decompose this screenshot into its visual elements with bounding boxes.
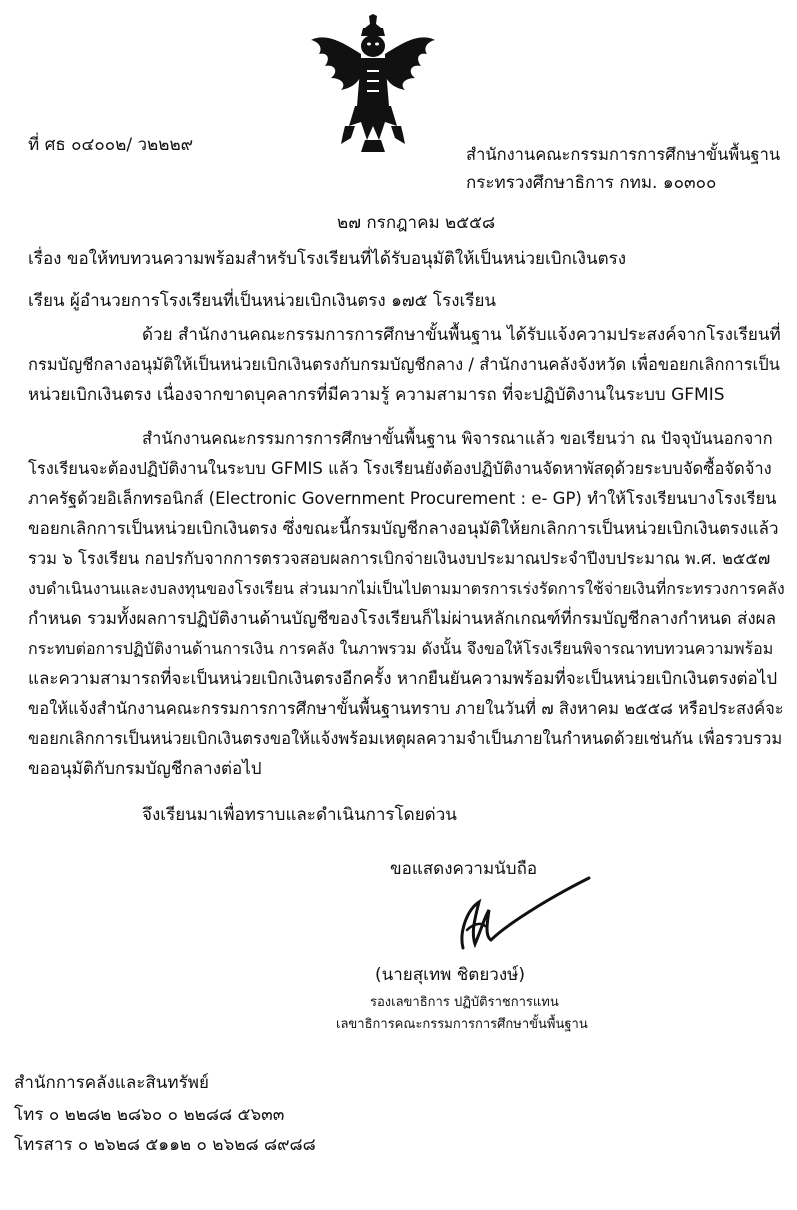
body-line: ขออนุมัติกับกรมบัญชีกลางต่อไป [28, 759, 262, 779]
org-address: กระทรวงศึกษาธิการ กทม. ๑๐๓๐๐ [466, 173, 717, 193]
signer-title: รองเลขาธิการ ปฏิบัติราชการแทน [370, 995, 559, 1010]
org-name: สำนักงานคณะกรรมการการศึกษาขั้นพื้นฐาน [466, 145, 781, 164]
reference-number: ที่ ศธ ๐๔๐๐๒/ ว๒๒๒๙ [28, 135, 194, 155]
letter-subject: เรื่อง ขอให้ทบทวนความพร้อมสำหรับโรงเรียนที่ได้รับอนุมัติให้เป็นหน่วยเบิกเงินตรง [28, 249, 627, 269]
body-line: ขอยกเลิกการเป็นหน่วยเบิกเงินตรงขอให้แจ้งพร้อมเหตุผลความจำเป็นภายในกำหนดด้วยเช่นกัน เพื่อรวบรวม [28, 729, 783, 748]
letter-date: ๒๗ กรกฎาคม ๒๕๕๘ [337, 213, 496, 233]
phone-number: โทร ๐ ๒๒๘๒ ๒๘๖๐ ๐ ๒๒๘๘ ๕๖๓๓ [14, 1105, 285, 1125]
garuda-emblem-icon [305, 14, 441, 154]
body-line: ภาครัฐด้วยอิเล็กทรอนิกส์ (Electronic Government Procurement : e- GP) ทำให้โรงเรียนบางโรงเรียน [28, 489, 777, 508]
body-line: และความสามารถที่จะเป็นหน่วยเบิกเงินตรงอีกครั้ง หากยืนยันความพร้อมที่จะเป็นหน่วยเบิกเงินตรงต่อไป [28, 669, 778, 689]
body-line: กรมบัญชีกลางอนุมัติให้เป็นหน่วยเบิกเงินตรงกับกรมบัญชีกลาง / สำนักงานคลังจังหวัด เพื่อขอยกเลิกการเป็น [28, 355, 780, 374]
body-line: โรงเรียนจะต้องปฏิบัติงานในระบบ GFMIS แล้ว โรงเรียนยังต้องปฏิบัติงานจัดหาพัสดุด้วยระบบจัดซื้อจัดจ้าง [28, 459, 772, 478]
body-line: หน่วยเบิกเงินตรง เนื่องจากขาดบุคลากรที่มีความรู้ ความสามารถ ที่จะปฏิบัติงานในระบบ GFMIS [28, 385, 725, 405]
body-line: ด้วย สำนักงานคณะกรรมการการศึกษาขั้นพื้นฐาน ได้รับแจ้งความประสงค์จากโรงเรียนที่ [142, 325, 781, 345]
body-line: รวม ๖ โรงเรียน กอปรกับจากการตรวจสอบผลการเบิกจ่ายเงินงบประมาณประจำปีงบประมาณ พ.ศ. ๒๕๕๗ [28, 549, 771, 568]
body-line: กำหนด รวมทั้งผลการปฏิบัติงานด้านบัญชีของโรงเรียนก็ไม่ผ่านหลักเกณฑ์ที่กรมบัญชีกลางกำหนด ส่งผล [28, 609, 777, 629]
signer-organization: เลขาธิการคณะกรรมการการศึกษาขั้นพื้นฐาน [336, 1017, 588, 1032]
fax-number: โทรสาร ๐ ๒๖๒๘ ๕๑๑๒ ๐ ๒๖๒๘ ๘๙๘๘ [14, 1135, 316, 1155]
body-line: สำนักงานคณะกรรมการการศึกษาขั้นพื้นฐาน พิจารณาแล้ว ขอเรียนว่า ณ ปัจจุบันนอกจาก [142, 429, 773, 448]
signature-icon [445, 870, 595, 960]
regards: ขอแสดงความนับถือ [390, 859, 538, 879]
closing-request: จึงเรียนมาเพื่อทราบและดำเนินการโดยด่วน [142, 805, 457, 825]
body-line: ขอยกเลิกการเป็นหน่วยเบิกเงินตรง ซึ่งขณะนี้กรมบัญชีกลางอนุมัติให้ยกเลิกการเป็นหน่วยเบิกเงินตรงแล้ว [28, 519, 779, 539]
body-line: กระทบต่อการปฏิบัติงานด้านการเงิน การคลัง ในภาพรวม ดังนั้น จึงขอให้โรงเรียนพิจารณาทบทวนความพร้อม [28, 639, 774, 658]
office-name: สำนักการคลังและสินทรัพย์ [14, 1073, 209, 1093]
body-line: งบดำเนินงานและงบลงทุนของโรงเรียน ส่วนมากไม่เป็นไปตามมาตรการเร่งรัดการใช้จ่ายเงินที่กระทรวงการคลัง [28, 579, 785, 598]
signer-name: (นายสุเทพ ชิตยวงษ์) [375, 965, 525, 985]
letter-recipient: เรียน ผู้อำนวยการโรงเรียนที่เป็นหน่วยเบิกเงินตรง ๑๗๕ โรงเรียน [28, 291, 497, 311]
body-line: ขอให้แจ้งสำนักงานคณะกรรมการการศึกษาขั้นพื้นฐานทราบ ภายในวันที่ ๗ สิงหาคม ๒๕๕๘ หรือประสงค์จะ [28, 699, 784, 718]
